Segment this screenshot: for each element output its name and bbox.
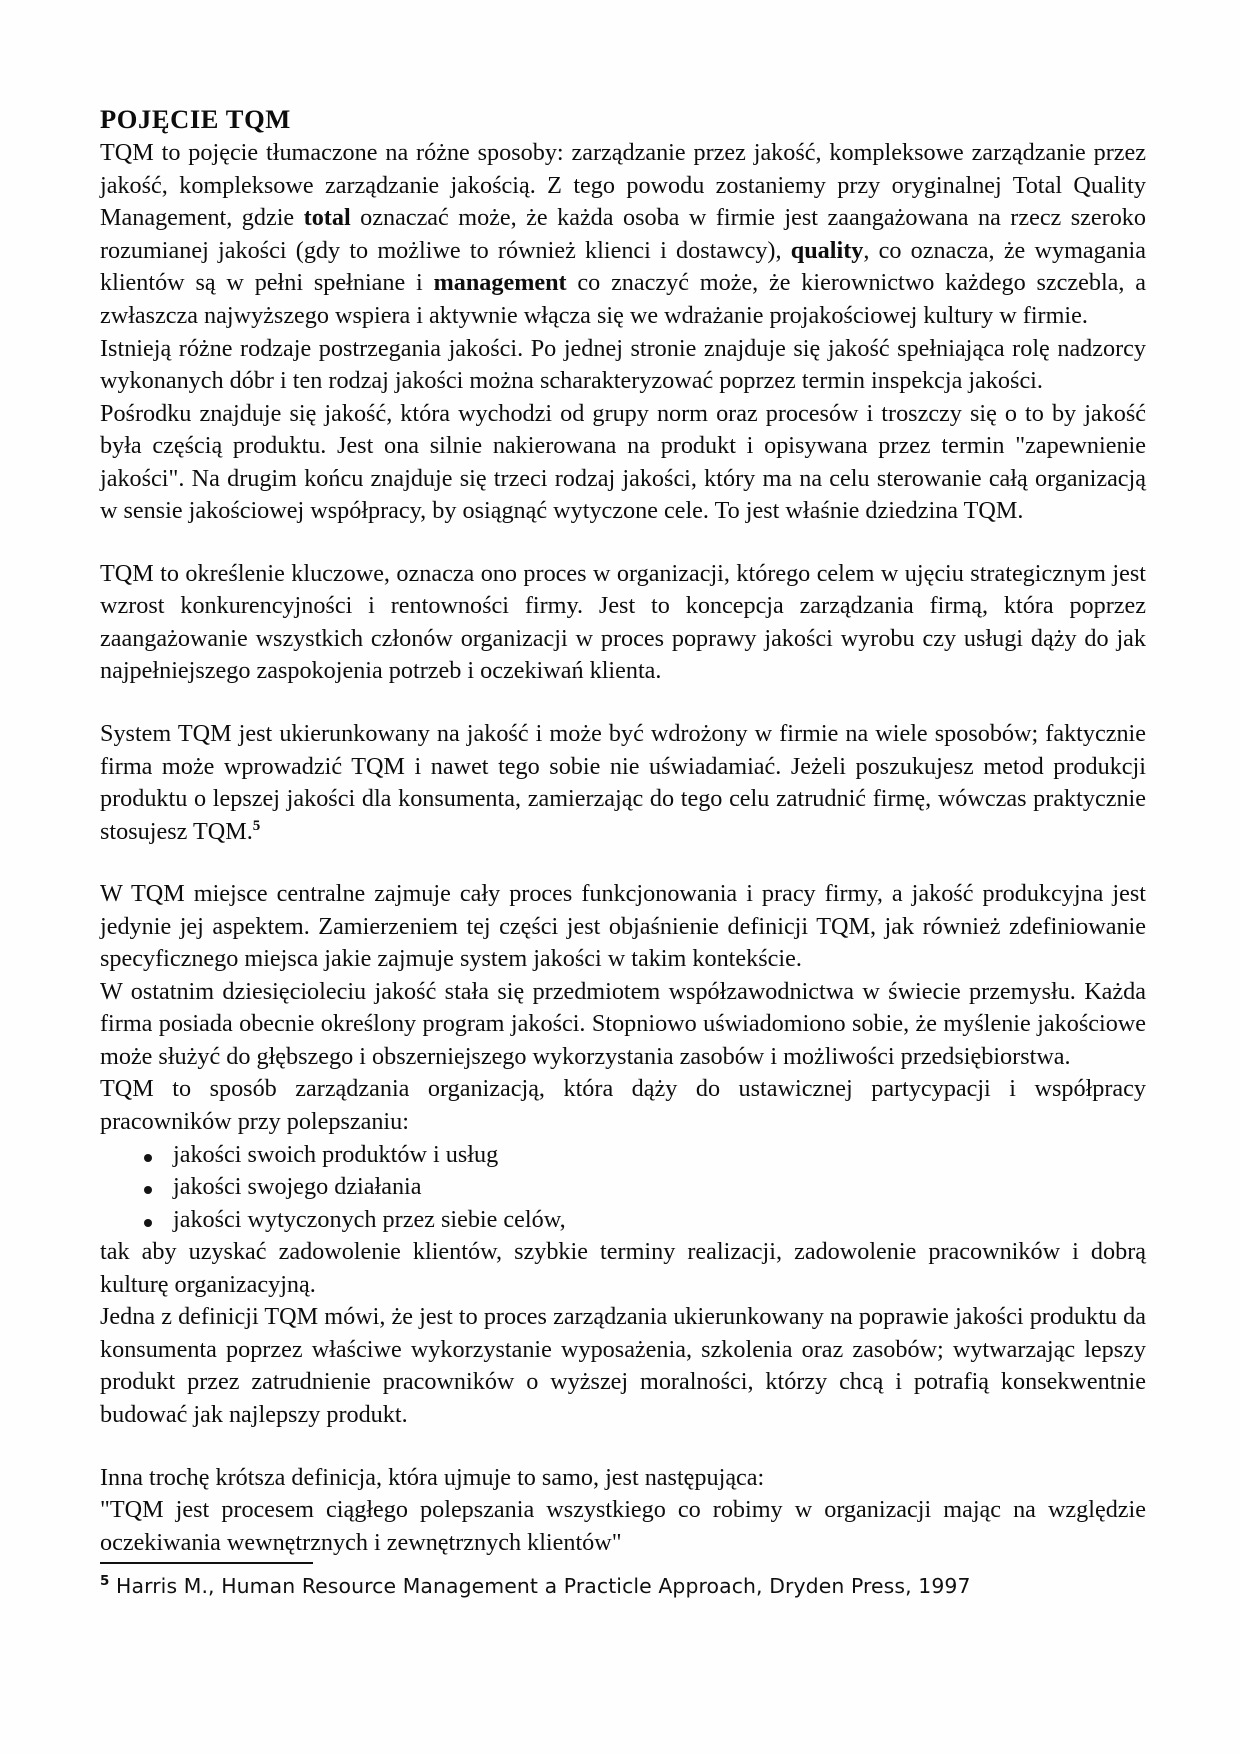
paragraph-intro [100,137,1146,332]
paragraph-inspekcja-jakosci: Istnieją różne rodzaje postrzegania jakości. Po jednej stronie znajduje się jakość spełniająca rolę nadzorcy wykonanych dóbr i ten rodzaj jakości można scharakteryzować poprzez termin inspekcja jakości. [100,334,1146,395]
paragraph-tqm-kluczowe: TQM to określenie kluczowe, oznacza ono proces w organizacji, którego celem w ujęciu strategicznym jest wzrost konkurencyjności i rentowności firmy. Jest to koncepcja zarządzania firmą, która poprzez zaangażowanie wszystkich członów organizacji w proces poprawy jakości wyrobu czy usługi dąży do jak najpełniejszego zaspokojenia potrzeb i oczekiwań klienta. [100,559,1146,685]
paragraph-intro-part3: , co oznacza, że wymagania klientów są w pełni spełniane i [100,236,1147,297]
paragraph-intro-part2: oznaczać może, że każda osoba w firmie jest zaangażowana na rzecz szeroko rozumianej jakości (gdy to możliwe to również klienci i dostawcy), [100,204,1146,264]
list-item: jakości swoich produktów i usług [100,1139,1146,1172]
footnote-entry [100,1573,1146,1600]
list-item: jakości wytyczonych przez siebie celów, [100,1204,1146,1237]
paragraph-krotsza-definicja: Inna trochę krótsza definicja, która ujmuje to samo, jest następująca: [100,1463,765,1491]
footnote-section [100,1562,1146,1600]
term-management: management [433,269,567,297]
quality-aspects-list [100,1139,1146,1237]
paragraph-miejsce-centralne: W TQM miejsce centralne zajmuje cały proces funkcjonowania i pracy firmy, a jakość produkcyjna jest jedynie jej aspektem. Zamierzeniem tej części jest objaśnienie definicji TQM, jak również zdefiniowanie specyficznego miejsca jakie zajmuje system jakości w takim kontekście. [100,880,1146,973]
paragraph-spacer [100,528,1146,558]
footnote-reference-5[interactable]: 5 [252,817,261,834]
term-quality: quality [790,236,864,264]
paragraph-zapewnienie-jakosci: Pośrodku znajduje się jakość, która wychodzi od grupy norm oraz procesów i troszczy się o to by jakość była częścią produktu. Jest ona silnie nakierowana na produkt i opisywana przez termin "zapewnienie jakości". Na drugim końcu znajduje się trzeci rodzaj jakości, który ma na celu sterowanie całą organizacją w sensie jakościowej współpracy, by osiągnąć wytyczone cele. To jest właśnie dziedzina TQM. [100,399,1146,525]
paragraph-intro-part1: TQM to pojęcie tłumaczone na różne sposoby: zarządzanie przez jakość, kompleksowe zarządzanie przez jakość, kompleksowe zarządzanie jakością. Z tego powodu zostaniemy przy oryginalnej Total Quality Management, gdzie [100,139,1146,232]
footnote-marker: 5 [100,1574,110,1590]
page-title: POJĘCIE TQM [100,104,291,134]
paragraph-sposob-zarzadzania: TQM to sposób zarządzania organizacją, która dąży do ustawicznej partycypacji i współpracy pracowników przy polepszaniu: [100,1075,1146,1136]
list-item: jakości swojego działania [100,1171,1146,1204]
paragraph-spacer [100,848,1146,878]
paragraph-spacer [100,1432,1146,1462]
paragraph-zadowolenie-klientow: tak aby uzyskać zadowolenie klientów, szybkie terminy realizacji, zadowolenie pracowników i dobrą kulturę organizacyjną. [100,1238,1146,1298]
paragraph-dziesieciolecie: W ostatnim dziesięcioleciu jakość stała się przedmiotem współzawodnictwa w świecie przemysłu. Każda firma posiada obecnie określony program jakości. Stopniowo uświadomiono sobie, że myślenie jakościowe może służyć do głębszego i obszerniejszego wykorzystania zasobów i możliwości przedsiębiorstwa. [100,977,1146,1070]
paragraph-definicja-cytat: "TQM jest procesem ciągłego polepszania wszystkiego co robimy w organizacji mając na względzie oczekiwania wewnętrznych i zewnętrznych klientów" [100,1496,1146,1556]
footnote-separator-rule [100,1562,313,1564]
document-body [100,104,1146,1559]
paragraph-system-tqm [100,718,1146,848]
paragraph-system-tqm-text: System TQM jest ukierunkowany na jakość i może być wdrożony w firmie na wiele sposobów; faktycznie firma może wprowadzić TQM i nawet tego sobie nie uświadamiać. Jeżeli poszukujesz metod produkcji produktu o lepszej jakości dla konsumenta, zamierzając do tego celu zatrudnić firmę, wówczas praktycznie stosujesz TQM. [100,720,1146,845]
paragraph-definicja-tqm: Jedna z definicji TQM mówi, że jest to proces zarządzania ukierunkowany na poprawie jakości produktu da konsumenta poprzez właściwe wykorzystanie wyposażenia, szkolenia oraz zasobów; wytwarzając lepszy produkt przez zatrudnienie pracowników o wyższej moralności, którzy chcą i potrafią konsekwentnie budować jak najlepszy produkt. [100,1303,1146,1428]
footnote-citation-text: Harris M., Human Resource Management a Practicle Approach, Dryden Press, 1997 [109,1574,971,1598]
term-total: total [303,204,351,232]
paragraph-intro-part4: co znaczyć może, że kierownictwo każdego szczebla, a zwłaszcza najwyższego wspiera i aktywnie włącza się we wdrażanie projakościowej kultury w firmie. [100,269,1147,329]
paragraph-spacer [100,688,1146,718]
